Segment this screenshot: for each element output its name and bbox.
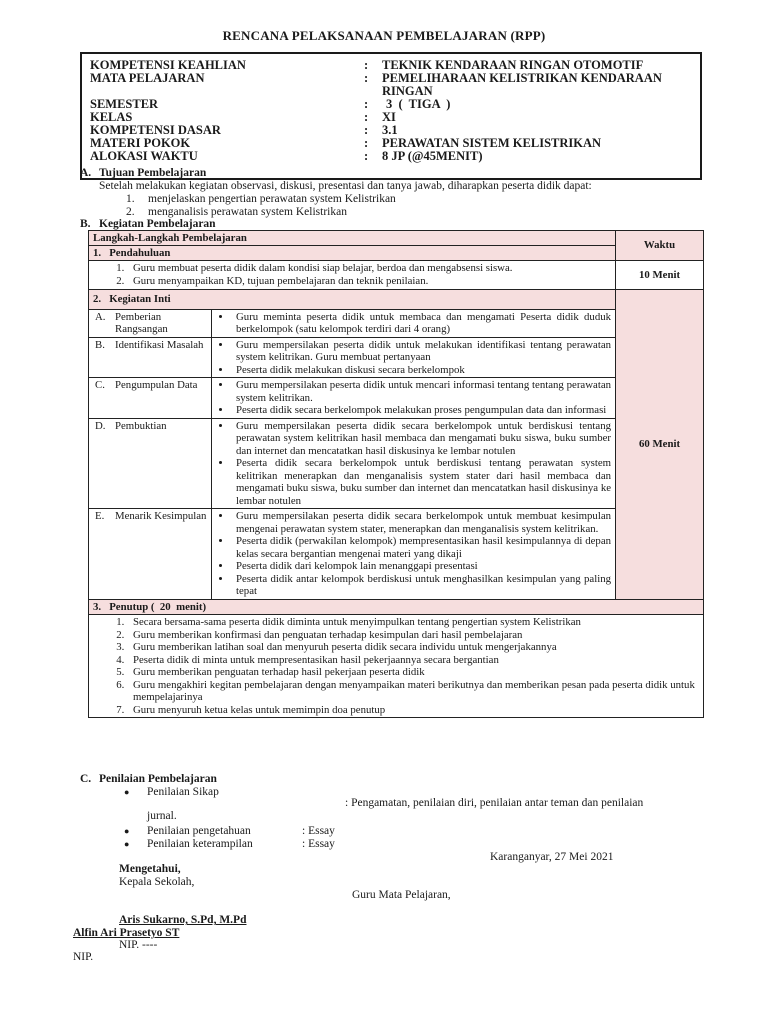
step-name: Menarik Kesimpulan xyxy=(115,510,207,522)
activities-table xyxy=(88,230,704,718)
step-name: Identifikasi Masalah xyxy=(115,338,204,351)
kepala-name: Aris Sukarno, S.Pd, M.Pd xyxy=(119,914,247,926)
list-item: 5. Guru memberikan penguatan terhadap hasil pekerjaan peserta didik xyxy=(127,666,699,679)
step-letter: D. xyxy=(95,419,106,432)
section-a-intro: Setelah melakukan kegiatan observasi, diskusi, presentasi dan tanya jawab, diharapkan peserta didik dapat: xyxy=(99,180,592,192)
list-item: 1. Secara bersama-sama peserta didik diminta untuk menyimpulkan tentang pengertian system Kelistrikan xyxy=(127,616,699,629)
guru-label: Guru Mata Pelajaran, xyxy=(352,889,451,901)
step-name-cell xyxy=(89,337,212,378)
bullet-icon: ● xyxy=(124,787,130,797)
kepala-sekolah-label: Kepala Sekolah, xyxy=(119,876,195,888)
identity-value: PEMELIHARAAN KELISTRIKAN KENDARAAN xyxy=(382,71,662,85)
step-bullets-cell xyxy=(212,309,616,337)
bullet-icon: ● xyxy=(124,839,130,849)
step-letter: A. xyxy=(95,310,106,323)
header-time: Waktu xyxy=(616,231,704,261)
list-item: • Peserta didik antar kelompok berdiskusi untuk menghasilkan kesimpulan yang paling tepat xyxy=(232,573,611,598)
list-item: • Guru mempersilakan peserta didik untuk mencari informasi tentang tentang perawatan system kelitrikan. xyxy=(232,379,611,404)
list-item: 1. Guru membuat peserta didik dalam kondisi siap belajar, berdoa dan mengabsensi siswa. xyxy=(127,262,611,275)
step-letter: E. xyxy=(95,510,105,522)
step-name-cell xyxy=(89,509,212,600)
header-steps: Langkah-Langkah Pembelajaran xyxy=(89,231,616,246)
section-b-letter: B. xyxy=(80,218,91,230)
identity-value-continued: RINGAN xyxy=(382,84,433,98)
identity-sep: : xyxy=(364,110,369,124)
list-item: 4. Peserta didik di minta untuk mempresentasikan hasil pekerjaannya secara bergantian xyxy=(127,654,699,667)
identity-value: 3 ( TIGA ) xyxy=(386,97,451,111)
step-name: Pengumpulan Data xyxy=(115,379,198,391)
list-item: • Guru mempersilakan peserta didik untuk melakukan identifikasi tentang perawatan system kelitrikan. Guru membuat pertanyaan xyxy=(232,339,611,364)
list-item: 2. Guru menyampaikan KD, tujuan pembelajaran dan teknik penilaian. xyxy=(127,275,611,288)
step-name-cell xyxy=(89,309,212,337)
penutup-cell xyxy=(89,615,704,718)
row-penutup-label: 3. Penutup ( 20 menit) xyxy=(89,599,704,615)
assessment-label: Penilaian pengetahuan xyxy=(147,825,251,837)
step-letter: C. xyxy=(95,379,105,391)
identity-value: XI xyxy=(382,110,396,124)
step-letter: B. xyxy=(95,338,105,351)
assessment-value: : Essay xyxy=(302,838,335,850)
assessment-label: Penilaian Sikap xyxy=(147,786,219,798)
step-name: Pembuktian xyxy=(115,419,167,432)
list-item: • Guru mempersilakan peserta didik secara berkelompok untuk berdiskusi tentang perawatan system kelitrikan hasil membaca dan mengamati buku siswa, buku sumber dan internet dan mencatatkan hasil diskusinya ke lembar notulen xyxy=(232,420,611,458)
identity-label: MATA PELAJARAN xyxy=(90,71,205,85)
identity-label: ALOKASI WAKTU xyxy=(90,149,198,163)
list-item: 2. Guru memberikan konfirmasi dan penguatan terhadap kesimpulan dari hasil pembelajaran xyxy=(127,629,699,642)
identity-value: PERAWATAN SISTEM KELISTRIKAN xyxy=(382,136,602,150)
step-bullets-cell xyxy=(212,337,616,378)
pendahuluan-cell xyxy=(89,261,616,290)
objective-text: menjelaskan pengertian perawatan system Kelistrikan xyxy=(148,193,396,205)
identity-label: KELAS xyxy=(90,110,133,124)
identity-sep: : xyxy=(364,149,369,163)
list-item: 6. Guru mengakhiri kegitan pembelajaran dengan menyampaikan materi berikutnya dan memberikan pesan pada peserta didik untuk mempelajarinya xyxy=(127,679,699,704)
document-title: RENCANA PELAKSANAAN PEMBELAJARAN (RPP) xyxy=(222,28,546,43)
section-b-heading: Kegiatan Pembelajaran xyxy=(99,218,216,230)
identity-label: KOMPETENSI DASAR xyxy=(90,123,221,137)
identity-value: 3.1 xyxy=(382,123,398,137)
identity-label: MATERI POKOK xyxy=(90,136,191,150)
identity-sep: : xyxy=(364,123,369,137)
objective-number: 2. xyxy=(126,206,135,218)
list-item: • Peserta didik secara berkelompok untuk berdiskusi tentang perawatan system kelitrikan menerapkan dan menganalisis system stater dari hasil membaca dan mengamati buku siswa, buku sumber dan internet dan mencatatkan hasil diskusinya ke lembar notulen xyxy=(232,457,611,507)
section-c-letter: C. xyxy=(80,773,92,785)
section-c-heading: Penilaian Pembelajaran xyxy=(99,773,217,785)
section-a-letter: A. xyxy=(80,167,92,179)
list-item: 7. Guru menyuruh ketua kelas untuk memimpin doa penutup xyxy=(127,704,699,717)
row-inti-label: 2. Kegiatan Inti xyxy=(89,290,616,310)
bullet-icon: ● xyxy=(124,826,130,836)
nip-kepala: NIP. ---- xyxy=(119,939,158,951)
step-bullets-cell xyxy=(212,418,616,509)
step-name: Pemberian Rangsangan xyxy=(115,310,168,335)
list-item: • Peserta didik melakukan diskusi secara berkelompok xyxy=(232,364,611,377)
assessment-value: : Essay xyxy=(302,825,335,837)
assessment-label: Penilaian keterampilan xyxy=(147,838,253,850)
assessment-value-continued: jurnal. xyxy=(147,810,177,822)
identity-sep: : xyxy=(364,136,369,150)
row-pendahuluan-label: 1. Pendahuluan xyxy=(89,245,616,261)
nip-guru: NIP. xyxy=(73,951,94,963)
assessment-value: : Pengamatan, penilaian diri, penilaian antar teman dan penilaian xyxy=(345,797,644,809)
step-bullets-cell xyxy=(212,378,616,419)
section-a-heading: Tujuan Pembelajaran xyxy=(99,167,207,179)
mengetahui-label: Mengetahui, xyxy=(119,863,181,875)
list-item: • Guru meminta peserta didik untuk membaca dan mengamati Peserta didik duduk berkelompok (satu kelompok terdiri dari 4 orang) xyxy=(232,311,611,336)
pendahuluan-time: 10 Menit xyxy=(616,261,704,290)
objective-text: menganalisis perawatan system Kelistrikan xyxy=(148,206,347,218)
guru-name: Alfin Ari Prasetyo ST xyxy=(73,927,180,939)
identity-box xyxy=(80,52,702,180)
place-date: Karanganyar, 27 Mei 2021 xyxy=(490,851,614,863)
step-bullets-cell xyxy=(212,509,616,600)
identity-sep: : xyxy=(364,97,369,111)
list-item: • Guru mempersilakan peserta didik secara berkelompok untuk membuat kesimpulan mengenai perawatan system stater, menerapkan dan menganalisis system kelitrikan. xyxy=(232,510,611,535)
step-name-cell xyxy=(89,418,212,509)
list-item: • Peserta didik secara berkelompok melakukan proses pengumpulan data dan informasi xyxy=(232,404,611,417)
identity-sep: : xyxy=(364,71,369,85)
objective-number: 1. xyxy=(126,193,135,205)
step-name-cell xyxy=(89,378,212,419)
identity-sep: : xyxy=(364,58,369,72)
identity-value: TEKNIK KENDARAAN RINGAN OTOMOTIF xyxy=(382,58,644,72)
list-item: • Peserta didik (perwakilan kelompok) mempresentasikan hasil kesimpulannya di depan kelas secara bergantian mengenai materi yang dikaji xyxy=(232,535,611,560)
list-item: 3. Guru memberikan latihan soal dan menyuruh peserta didik secara individu untuk mengerjakannya xyxy=(127,641,699,654)
list-item: • Peserta didik dari kelompok lain menanggapi presentasi xyxy=(232,560,611,573)
inti-time: 60 Menit xyxy=(616,290,704,600)
identity-label: SEMESTER xyxy=(90,97,159,111)
identity-value: 8 JP (@45MENIT) xyxy=(382,149,483,163)
identity-label: KOMPETENSI KEAHLIAN xyxy=(90,58,246,72)
